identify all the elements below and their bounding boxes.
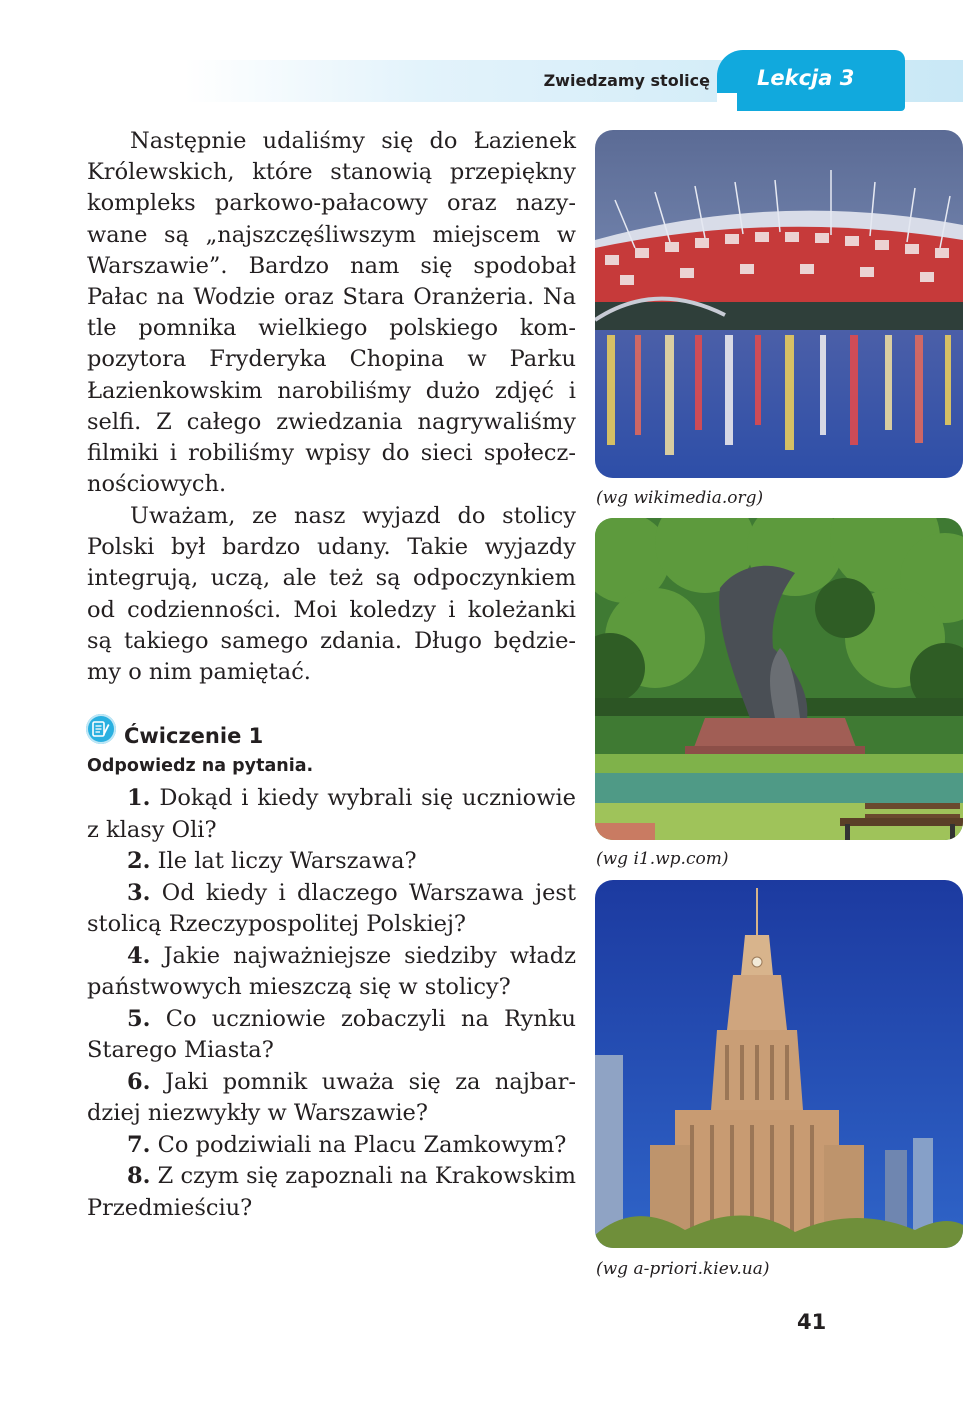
question-item bbox=[87, 1067, 576, 1130]
question-number: 6. bbox=[127, 1068, 151, 1095]
question-item bbox=[87, 941, 576, 1004]
question-text: Co podziwiali na Placu Zamkowym? bbox=[157, 1131, 567, 1158]
question-item bbox=[87, 1004, 576, 1067]
question-number: 3. bbox=[127, 879, 151, 906]
question-item bbox=[87, 783, 576, 846]
question-number: 5. bbox=[127, 1005, 151, 1032]
lesson-label: Lekcja 3 bbox=[757, 66, 855, 90]
question-item bbox=[87, 1130, 576, 1162]
question-item bbox=[87, 846, 576, 878]
question-item bbox=[87, 878, 576, 941]
question-text: Jakie najważniejsze siedziby władz państwowych mieszczą się w stolicy? bbox=[87, 942, 576, 1000]
question-number: 2. bbox=[127, 848, 151, 874]
question-number: 4. bbox=[127, 942, 151, 969]
exercise-instruction: Odpowiedz na pytania. bbox=[87, 756, 314, 776]
question-number: 8. bbox=[127, 1163, 151, 1189]
chopin-monument-photo bbox=[595, 518, 963, 840]
question-number: 7. bbox=[127, 1131, 151, 1158]
question-list bbox=[87, 783, 576, 1224]
national-stadium-photo bbox=[595, 130, 963, 478]
question-text: Ile lat liczy Warszawa? bbox=[157, 848, 417, 874]
caption-stadium: (wg wikimedia.org) bbox=[596, 488, 764, 508]
question-text: Od kiedy i dlaczego Warszawa jest stolicą Rzeczypospolitej Polskiej? bbox=[87, 879, 576, 937]
caption-chopin: (wg i1.wp.com) bbox=[596, 849, 729, 869]
lesson-tab-corner bbox=[717, 93, 737, 111]
exercise-title: Ćwiczenie 1 bbox=[124, 724, 264, 748]
header-topic: Zwiedzamy stolicę bbox=[543, 71, 710, 90]
question-text: Dokąd i kiedy wybrali się uczniowie z klasy Oli? bbox=[87, 785, 576, 843]
question-text: Co uczniowie zobaczyli na Rynku Starego Miasta? bbox=[87, 1005, 576, 1063]
paragraph-summary: Uważam, ze nasz wyjazd do stolicy Polski był bardzo udany. Takie wyjazdy integrują, uczą, ale też są odpoczynkiem od codzienności. Moi koledzy i koleżanki są takiego samego zdania. Długo będziemy o nim pamiętać. bbox=[87, 503, 576, 686]
question-number: 1. bbox=[127, 785, 151, 811]
question-item bbox=[87, 1161, 576, 1224]
question-text: Z czym się zapoznali na Krakowskim Przedmieściu? bbox=[87, 1163, 577, 1221]
palace-of-culture-photo bbox=[595, 880, 963, 1248]
paragraph-lazienki: Następnie udaliśmy się do Łazienek Królewskich, które stanowią przepiękny kompleks parkowo-pałacowy oraz nazywane są „najszczęśliwszym miejscem w Warszawie”. Bardzo nam się spodobał Pałac na Wodzie oraz Stara Oranżeria. Na tle pomnika wielkiego polskiego kompozytora Fryderyka Chopina w Parku Łazienkowskim narobiliśmy dużo zdjęć i selfi. Z całego zwiedzania nagrywaliśmy filmiki i robiliśmy wpisy do sieci społecznościowych. bbox=[87, 128, 576, 498]
exercise-icon bbox=[86, 714, 116, 744]
caption-palace: (wg a-priori.kiev.ua) bbox=[596, 1259, 770, 1279]
question-text: Jaki pomnik uważa się za najbardziej niezwykły w Warszawie? bbox=[87, 1068, 576, 1126]
page-number: 41 bbox=[797, 1310, 827, 1334]
